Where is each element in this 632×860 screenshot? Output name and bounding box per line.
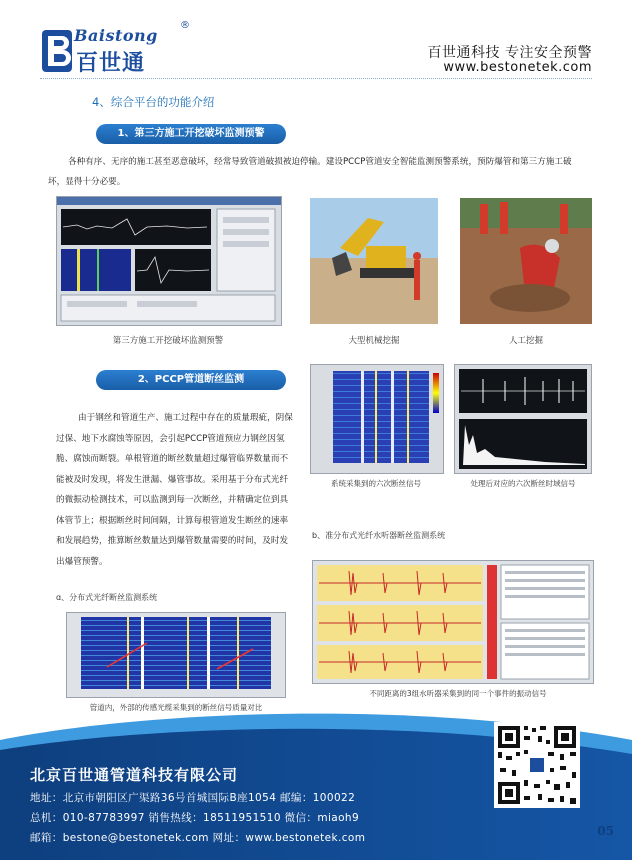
- caption-six-breaks: 系统采集到的六次断丝信号: [331, 479, 421, 488]
- label-fiber-system: ɑ、分布式光纤断丝监测系统: [56, 593, 158, 602]
- subsection-1-paragraph: 各种有序、无序的施工甚至恶意破坏，经常导致管道破损被迫停输。建设PCCP管道安全智能监测预警系统，预防爆管和第三方施工破坏，显得十分必要。: [48, 157, 572, 187]
- processed-time-domain-image: [454, 364, 592, 474]
- excavator-photo: [310, 198, 438, 324]
- caption-monitoring: 第三方施工开挖破坏监测预警: [112, 336, 224, 346]
- footer-company-name: 北京百世通管道科技有限公司: [30, 766, 239, 784]
- fiber-comparison-image: [66, 612, 286, 698]
- section-title: 4、综合平台的功能介绍: [92, 95, 215, 109]
- footer-phone: 总机：010-87783997 销售热线：18511951510 微信：miaoh9: [30, 812, 360, 824]
- subsection-2-paragraph: 由于钢丝和管道生产、施工过程中存在的质量瑕疵，阴保过保、地下水腐蚀等原因，会引起PCCP管道预应力钢丝因氢脆、腐蚀而断裂。单根管道的断丝数量超过爆管临界数量而不能被及时发现，将发生泄漏、爆管事故。采用基于分布式光纤的微振动检测技术，可以监测到每一次断丝，并精确定位到具体管节上；根据断丝时间间隔，计算每根管道发生断丝的速率和发展趋势，推算断丝数量达到爆管数量需要的时间，及时发出爆管预警。: [56, 413, 293, 567]
- logo-b-icon: [40, 26, 74, 74]
- six-break-signal-image: [310, 364, 444, 474]
- logo-script-text: Baistong: [74, 26, 158, 45]
- subsection-2-heading: 2、PCCP管道断丝监测: [96, 370, 286, 390]
- footer-address: 地址：北京市朝阳区广渠路36号首城国际B座1054 邮编：100022: [30, 792, 356, 804]
- registered-mark: ®: [180, 20, 190, 31]
- monitoring-software-screenshot: [56, 196, 282, 326]
- page-number: 05: [597, 824, 614, 838]
- caption-excavator: 大型机械挖掘: [348, 336, 400, 346]
- manual-digging-photo: [460, 198, 592, 324]
- caption-manual: 人工挖掘: [508, 336, 543, 346]
- caption-hydrophone: 不同距离的3组水听器采集到的同一个事件的振动信号: [369, 689, 547, 698]
- company-logo: [40, 20, 200, 78]
- header-website: www.bestonetek.com: [443, 60, 592, 75]
- hydrophone-signals-image: [312, 560, 594, 684]
- caption-fiber-comparison: 管道内，外部的传感光缆采集到的断丝信号质量对比: [89, 703, 263, 712]
- header-divider: [40, 78, 592, 79]
- label-hydrophone-system: b、准分布式光纤水听器断丝监测系统: [312, 531, 446, 540]
- caption-processed: 处理后对应的六次断丝时域信号: [470, 479, 576, 488]
- subsection-1-heading: 1、第三方施工开挖破坏监测预警: [96, 124, 286, 144]
- logo-chinese-name: 百世通: [76, 51, 146, 76]
- tagline: 百世通科技 专注安全预警: [427, 45, 592, 61]
- footer-email: 邮箱：bestone@bestonetek.com 网址：www.bestonetek.com: [30, 832, 366, 844]
- qr-code-icon: [494, 722, 580, 808]
